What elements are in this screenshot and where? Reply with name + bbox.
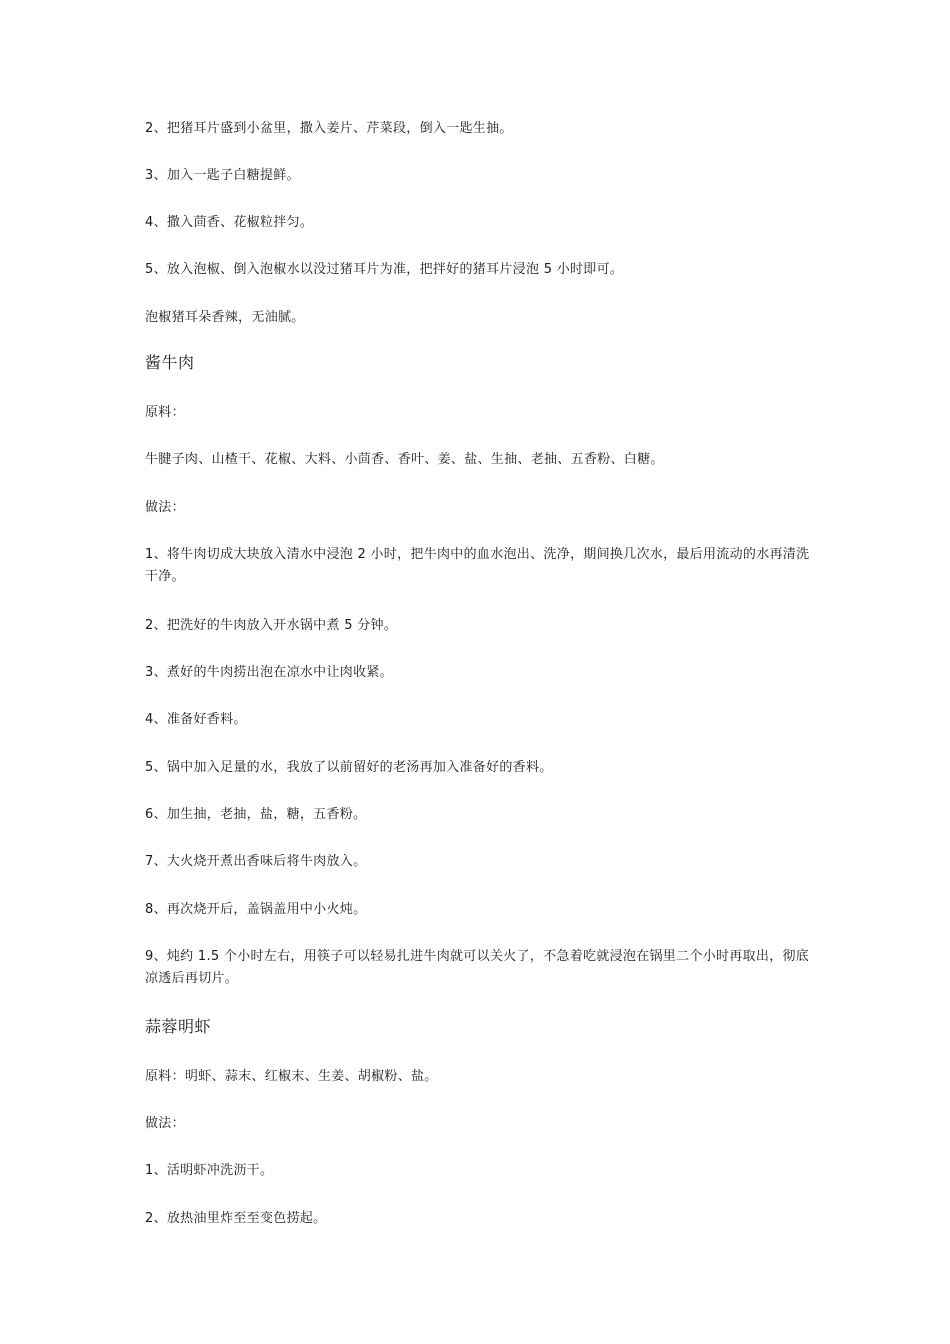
recipe-title: 酱牛肉 (145, 353, 195, 372)
step-text: 1、活明虾冲洗沥干。 (145, 1163, 274, 1178)
step-text: 3、煮好的牛肉捞出泡在凉水中让肉收紧。 (145, 665, 393, 680)
step-text: 5、放入泡椒、倒入泡椒水以没过猪耳片为准，把拌好的猪耳片浸泡 5 小时即可。 (145, 262, 624, 277)
step-text: 4、撒入茴香、花椒粒拌匀。 (145, 215, 314, 230)
method-label: 做法： (145, 500, 185, 515)
recipe-title: 蒜蓉明虾 (145, 1017, 212, 1036)
step-text: 6、加生抽，老抽，盐，糖，五香粉。 (145, 807, 367, 822)
note-text: 泡椒猪耳朵香辣，无油腻。 (145, 310, 305, 325)
step-text: 4、准备好香料。 (145, 712, 247, 727)
ingredients-label: 原料： (145, 405, 185, 420)
step-text: 3、加入一匙子白糖提鲜。 (145, 168, 300, 183)
step-text: 2、把洗好的牛肉放入开水锅中煮 5 分钟。 (145, 618, 398, 633)
step-text: 2、把猪耳片盛到小盆里，撒入姜片、芹菜段，倒入一匙生抽。 (145, 121, 513, 136)
step-text: 9、炖约 1.5 个小时左右，用筷子可以轻易扎进牛肉就可以关火了，不急着吃就浸泡在锅里二个小时再取出，彻底凉透后再切片。 (145, 949, 810, 986)
step-text: 2、放热油里炸至至变色捞起。 (145, 1211, 327, 1226)
step-text: 8、再次烧开后，盖锅盖用中小火炖。 (145, 902, 367, 917)
ingredients-text: 牛腱子肉、山楂干、花椒、大料、小茴香、香叶、姜、盐、生抽、老抽、五香粉、白糖。 (145, 452, 664, 467)
ingredients-text: 原料：明虾、蒜末、红椒末、生姜、胡椒粉、盐。 (145, 1069, 438, 1084)
method-label: 做法： (145, 1116, 185, 1131)
step-text: 7、大火烧开煮出香味后将牛肉放入。 (145, 854, 367, 869)
step-text: 5、锅中加入足量的水，我放了以前留好的老汤再加入准备好的香料。 (145, 760, 553, 775)
step-text: 1、将牛肉切成大块放入清水中浸泡 2 小时，把牛肉中的血水泡出、洗净，期间换几次水，最后用流动的水再清洗干净。 (145, 547, 810, 584)
